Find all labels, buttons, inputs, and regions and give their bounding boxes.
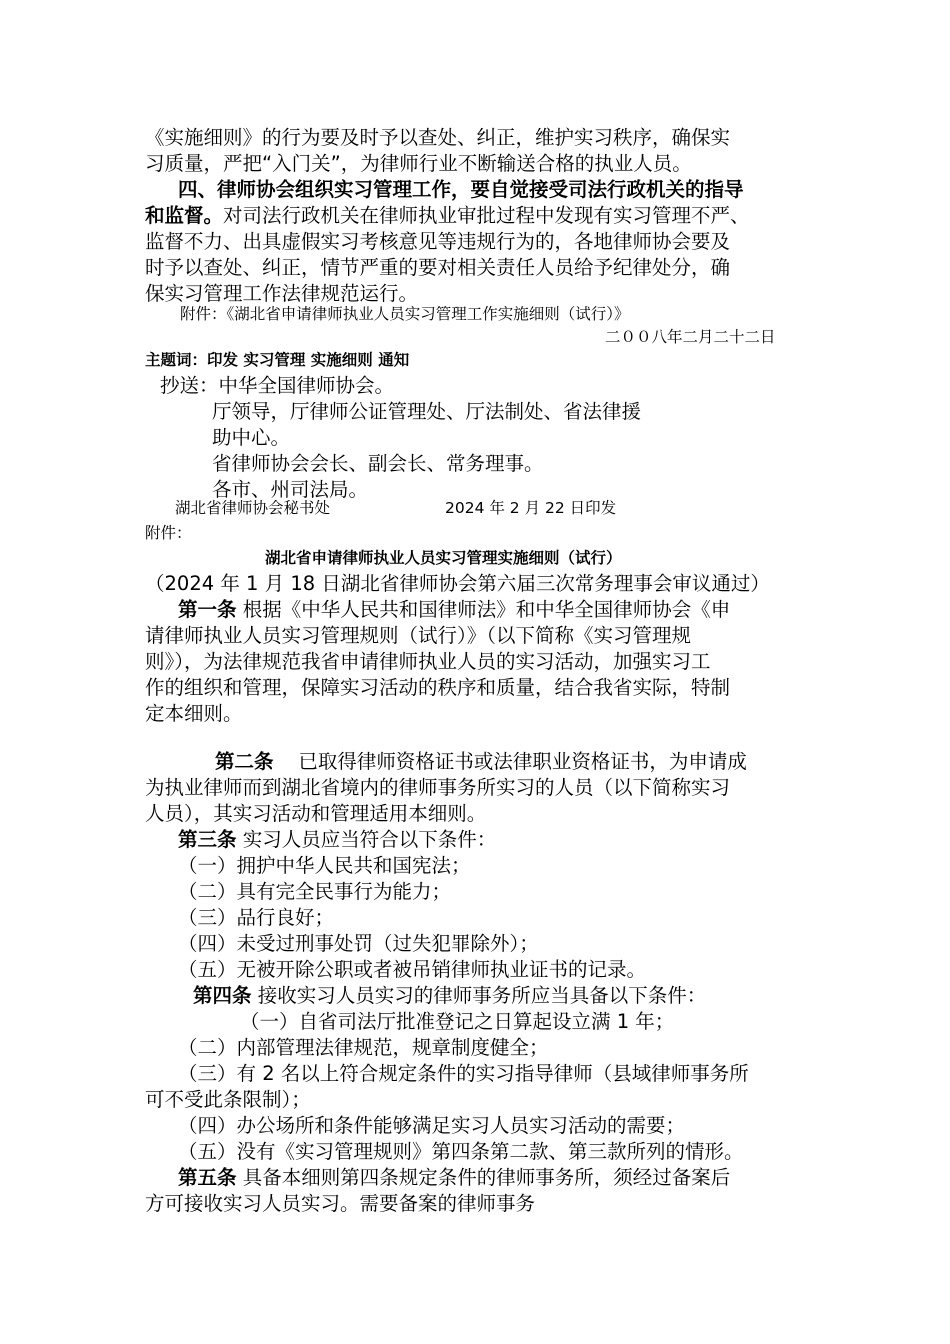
paragraph-line: 保实习管理工作法律规范运行。	[145, 282, 419, 305]
article-4-heading: 第四条	[193, 984, 252, 1007]
article-5-heading: 第五条	[178, 1166, 237, 1189]
list-item: （一）自省司法厅批准登记之日算起设立满 1 年；	[240, 1010, 675, 1033]
document-date: 二００八年二月二十二日	[605, 328, 776, 346]
article-3-text: 实习人员应当符合以下条件：	[242, 828, 497, 851]
paragraph-line	[145, 206, 750, 226]
paragraph-line: 作的组织和管理，保障实习活动的秩序和质量，结合我省实际，特制	[145, 676, 731, 699]
cc-line: 助中心。	[212, 426, 291, 449]
paragraph-line: 方可接收实习人员实习。需要备案的律师事务	[145, 1192, 536, 1215]
paragraph-line: 则》），为法律规范我省申请律师执业人员的实习活动，加强实习工	[145, 650, 711, 673]
article-2-heading: 第二条	[215, 750, 274, 773]
article-5-text: 具备本细则第四条规定条件的律师事务所，须经过备案后	[242, 1166, 731, 1189]
article-1-heading: 第一条	[178, 598, 237, 621]
list-item: （五）无被开除公职或者被吊销律师执业证书的记录。	[178, 958, 647, 981]
section-4-heading: 四、律师协会组织实习管理工作，要自觉接受司法行政机关的指导	[178, 178, 744, 201]
article-1-line	[178, 600, 730, 620]
paragraph-line: 监督不力、出具虚假实习考核意见等违规行为的，各地律师协会要及	[145, 230, 731, 253]
list-item: （四）办公场所和条件能够满足实习人员实习活动的需要；	[178, 1114, 686, 1137]
article-3-heading: 第三条	[178, 828, 237, 851]
article-3-line	[178, 830, 496, 850]
rules-subtitle: （2024 年 1 月 18 日湖北省律师协会第六届三次常务理事会审议通过）	[145, 572, 770, 595]
paragraph-line: 时予以查处、纠正，情节严重的要对相关责任人员给予纪律处分，确	[145, 256, 731, 279]
list-item: （二）具有完全民事行为能力；	[178, 880, 452, 903]
paragraph-line: 人员），其实习活动和管理适用本细则。	[145, 802, 487, 825]
article-1-text: 根据《中华人民共和国律师法》和中华全国律师协会《申	[242, 598, 731, 621]
list-item: （一）拥护中华人民共和国宪法；	[178, 854, 471, 877]
article-4-text: 接收实习人员实习的律师事务所应当具备以下条件：	[257, 984, 707, 1007]
section-4-heading-end: 和监督。	[145, 204, 224, 227]
article-2-text: 已取得律师资格证书或法律职业资格证书，为申请成	[298, 750, 747, 773]
paragraph-line: 《实施细则》的行为要及时予以查处、纠正，维护实习秩序，确保实	[145, 126, 731, 149]
cc-line: 省律师协会会长、副会长、常务理事。	[212, 452, 544, 475]
paragraph-line: 习质量，严把“入门关”，为律师行业不断输送合格的执业人员。	[145, 152, 692, 175]
paragraph-line: 定本细则。	[145, 702, 243, 725]
list-item: 可不受此条限制）；	[145, 1088, 311, 1111]
list-item: （三）有 2 名以上符合规定条件的实习指导律师（县域律师事务所	[178, 1062, 749, 1085]
list-item: （四）未受过刑事处罚（过失犯罪除外）；	[178, 932, 539, 955]
keywords: 主题词：印发 实习管理 实施细则 通知	[145, 351, 410, 369]
list-item: （五）没有《实习管理规则》第四条第二款、第三款所列的情形。	[178, 1140, 744, 1163]
list-item: （二）内部管理法律规范，规章制度健全；	[178, 1036, 549, 1059]
list-item: （三）品行良好；	[178, 906, 335, 929]
attachment-note: 附件：《湖北省申请律师执业人员实习管理工作实施细则（试行）》	[180, 305, 630, 323]
article-4-line	[193, 986, 706, 1006]
issue-date: 2024 年 2 月 22 日印发	[445, 499, 617, 517]
article-5-line	[178, 1168, 730, 1188]
article-2-line	[215, 752, 747, 772]
paragraph-line: 请律师执业人员实习管理规则（试行）》（以下简称《实习管理规	[145, 624, 692, 647]
cc-line: 厅领导，厅律师公证管理处、厅法制处、省法律援	[212, 400, 642, 423]
paragraph-line: 为执业律师而到湖北省境内的律师事务所实习的人员（以下简称实习	[145, 776, 731, 799]
section-4-text: 对司法行政机关在律师执业审批过程中发现有实习管理不严、	[223, 204, 750, 227]
cc-line: 各市、州司法局。	[212, 478, 369, 501]
cc-line: 抄送：中华全国律师协会。	[160, 374, 395, 397]
rules-title: 湖北省申请律师执业人员实习管理实施细则（试行）	[265, 549, 622, 567]
attachment-label: 附件：	[145, 524, 192, 542]
issuer: 湖北省律师协会秘书处	[175, 499, 331, 517]
